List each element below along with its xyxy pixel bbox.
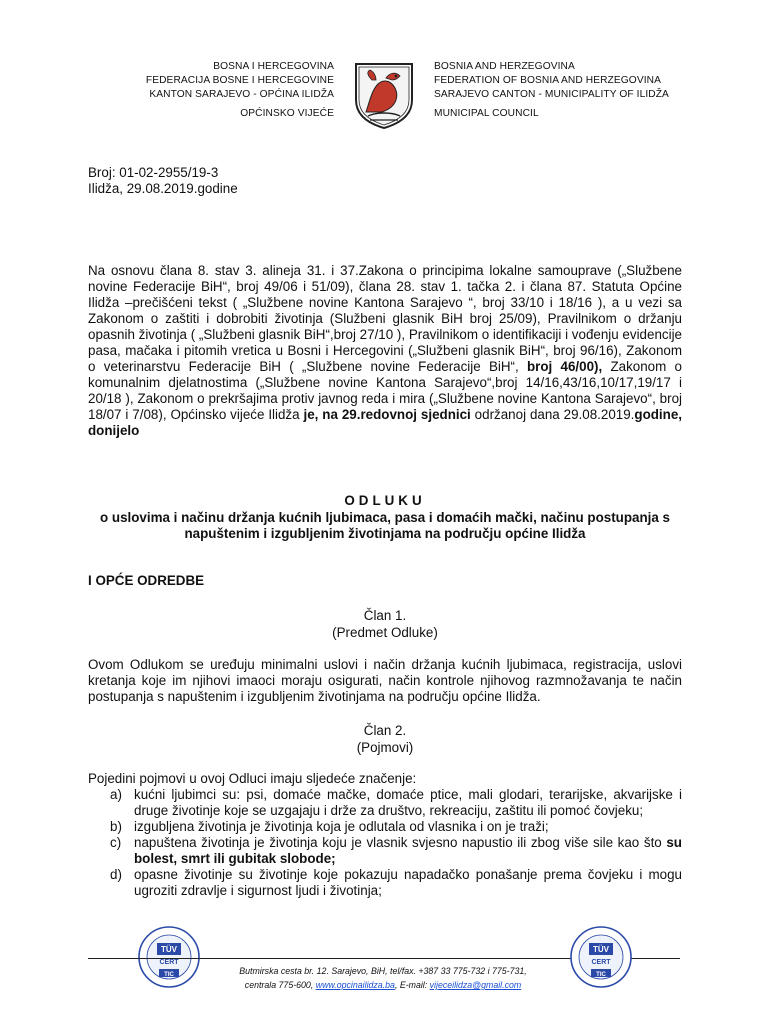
list-item-content bbox=[134, 835, 682, 867]
list-item-text: opasne životinje su životinje koje pokazuju napadačko ponašanje prema čovjeku i mogu ugroziti zdravlje i sigurnost ljudi i životinja; bbox=[134, 867, 682, 898]
list-item-text: kućni ljubimci su: psi, domaće mačke, domaće ptice, mali glodari, terarijske, akvarijske i druge životinje koje se uzgajaju i drže za društvo, rekreaciju, zaštitu ili pomoć čovjeku; bbox=[134, 787, 682, 818]
coat-of-arms-icon bbox=[352, 60, 416, 130]
preamble-bold-3: godine, donijelo bbox=[88, 407, 682, 438]
email-link[interactable]: vijeceilidza@gmail.com bbox=[429, 980, 522, 990]
preamble-text-2: Zakonom o komunalnim djelatnostima („Službene novine Kantona Sarajevo“,broj 14/16,43/16,10/17,19/17 i 20/18 ), Zakonom o prekršajima protiv javnog reda i mira („Službene novine Kantona Sarajevo“, broj 18/07 i 7/08), Općinsko vijeće Ilidža bbox=[88, 359, 682, 422]
header-right-sub: MUNICIPAL COUNCIL bbox=[434, 108, 539, 119]
section-heading: I OPĆE ODREDBE bbox=[88, 573, 205, 588]
website-link[interactable]: www.opcinailidza.ba bbox=[315, 980, 395, 990]
article-2-name: (Pojmovi) bbox=[356, 740, 414, 755]
list-item-letter: d) bbox=[110, 867, 122, 882]
list-item bbox=[88, 819, 682, 835]
article-1-name: (Predmet Odluke) bbox=[332, 625, 438, 640]
list-item-letter: b) bbox=[110, 819, 122, 834]
list-item-bold-text: su bolest, smrt ili gubitak slobode; bbox=[134, 835, 682, 866]
header-right bbox=[434, 60, 669, 121]
footer-email-label: , E-mail: bbox=[394, 980, 430, 990]
document-meta bbox=[88, 165, 238, 197]
article-1-text: Ovom Odlukom se uređuju minimalni uslovi i način držanja kućnih ljubimaca, registracija, uslovi kretanja koje im njihovi imaoci moraju osigurati, način kontrole njihovog razmnožavanja te način postupanja s napuštenim i izgubljenim životinjama na području općine Ilidža. bbox=[88, 657, 682, 704]
document-title: ODLUKU bbox=[344, 493, 426, 508]
definitions-list bbox=[88, 787, 682, 899]
footer-contact bbox=[160, 978, 606, 992]
header-left-sub: OPĆINSKO VIJEĆE bbox=[240, 108, 334, 119]
document-date: Ilidža, 29.08.2019.godine bbox=[88, 181, 238, 196]
footer-address: Butmirska cesta br. 12. Sarajevo, BiH, tel/fax. +387 33 775-732 i 775-731, bbox=[239, 966, 527, 976]
header-left bbox=[146, 60, 334, 121]
article-1-number: Član 1. bbox=[363, 608, 407, 623]
badge-right-tic-text: TIC bbox=[596, 972, 606, 978]
badge-left-cert-text: CERT bbox=[159, 959, 179, 966]
header-right-line3: SARAJEVO CANTON - MUNICIPALITY OF ILIDŽA bbox=[434, 89, 669, 100]
header-left-line2: FEDERACIJA BOSNE I HERCEGOVINE bbox=[145, 75, 334, 86]
badge-right-cert-text: CERT bbox=[591, 959, 611, 966]
svg-text:TÜV: TÜV bbox=[161, 945, 177, 954]
list-item bbox=[88, 835, 682, 867]
article-2-number: Član 2. bbox=[363, 723, 407, 738]
list-item-letter: a) bbox=[110, 787, 122, 802]
preamble-bold-2: je, na 29.redovnoj sjednici bbox=[303, 407, 471, 422]
header-left-line1: BOSNA I HERCEGOVINA bbox=[213, 61, 334, 72]
header-right-line2: FEDERATION OF BOSNIA AND HERZEGOVINA bbox=[434, 75, 662, 86]
badge-left-tic-text: TIC bbox=[164, 972, 174, 978]
list-item bbox=[88, 787, 682, 819]
preamble-paragraph bbox=[88, 263, 682, 439]
tuv-cert-badge-icon bbox=[569, 925, 633, 989]
list-item-letter: c) bbox=[110, 835, 122, 850]
svg-text:TÜV: TÜV bbox=[593, 945, 609, 954]
header-right-line1: BOSNIA AND HERZEGOVINA bbox=[434, 61, 575, 72]
document-subtitle: o uslovima i načinu držanja kućnih ljubimaca, pasa i domaćih mački, načinu postupanja s napuštenim i izgubljenim životinjama na području općine Ilidža bbox=[100, 510, 670, 541]
header-left-line3: KANTON SARAJEVO - OPĆINA ILIDŽA bbox=[149, 89, 334, 100]
article-1-heading bbox=[88, 607, 682, 641]
article-2-heading bbox=[88, 722, 682, 756]
list-item bbox=[88, 867, 682, 899]
preamble-bold-1: broj 46/00), bbox=[526, 359, 603, 374]
preamble-text-3: održanoj dana 29.08.2019. bbox=[470, 407, 635, 422]
footer-contact-prefix: centrala 775-600, bbox=[244, 980, 316, 990]
article-2-intro: Pojedini pojmovi u ovoj Odluci imaju sljedeće značenje: bbox=[88, 771, 417, 786]
document-number: Broj: 01-02-2955/19-3 bbox=[88, 165, 219, 180]
preamble-text-1: Na osnovu člana 8. stav 3. alineja 31. i 37.Zakona o principima lokalne samouprave („Službene novine Federacije BiH“, broj 49/06 i 51/09), člana 28. stav 1. tačka 2. i člana 87. Statuta Općine Ilidža –prečišćeni tekst ( „Službene novine Kantona Sarajevo “, broj 33/10 i 18/16 ), a u vezi sa Zakonom o zaštiti i dobrobiti životinja (Službeni glasnik BiH broj 25/09), Pravilnikom o držanju opasnih životinja ( „Službeni glasnik BiH“,broj 27/10 ), Pravilnikom o identifikaciji i vođenju evidencije pasa, mačaka i pitomih vretica u Bosni i Hercegovini („Službeni glasnik BiH“, broj 96/16), Zakonom o veterinarstvu Federacije BiH ( „Službene novine Federacije BiH“, bbox=[88, 263, 682, 374]
list-item-text: napuštena životinja je životinja koju je vlasnik svjesno napustio ili zbog više sile kao što bbox=[134, 835, 667, 850]
list-item-text: izgubljena životinja je životinja koja je odlutala od vlasnika i on je traži; bbox=[134, 819, 549, 834]
